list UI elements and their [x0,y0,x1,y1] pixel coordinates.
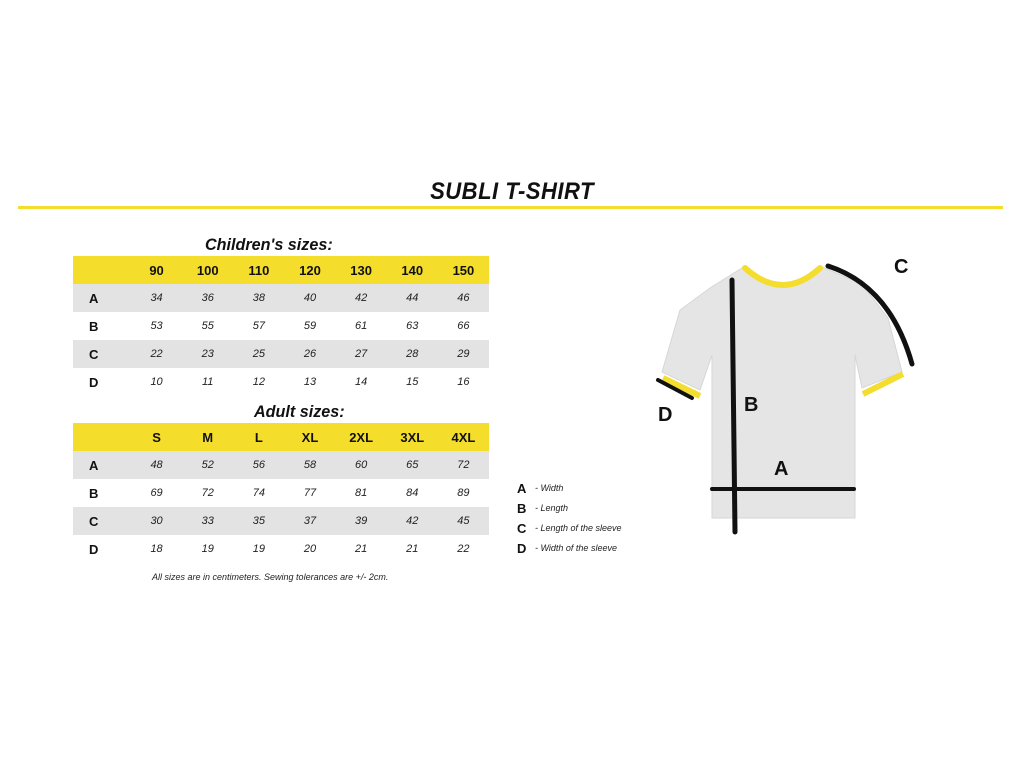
table-cell: 36 [182,284,233,312]
header-corner-cell [73,423,131,451]
adult-sizes-heading: Adult sizes: [254,402,345,421]
footnote: All sizes are in centimeters. Sewing tolerances are +/- 2cm. [152,572,389,582]
legend-key: B [517,500,527,516]
table-cell: 30 [131,507,182,535]
table-cell: 42 [336,284,387,312]
label-b: B [744,394,759,416]
row-label: A [73,451,131,479]
table-cell: 22 [438,535,489,563]
table-cell: 14 [336,368,387,396]
size-column-header: 120 [284,256,335,284]
table-row [73,507,489,535]
table-cell: 89 [438,479,489,507]
title-divider [18,206,1003,209]
table-row [73,284,489,312]
label-c: C [894,256,909,278]
page-title: SUBLI T-SHIRT [430,178,594,205]
table-row [73,535,489,563]
table-cell: 23 [182,340,233,368]
table-cell: 40 [284,284,335,312]
table-cell: 20 [284,535,335,563]
table-cell: 52 [182,451,233,479]
table-cell: 61 [336,312,387,340]
table-cell: 66 [438,312,489,340]
table-row [73,368,489,396]
size-column-header: L [233,423,284,451]
table-cell: 19 [233,535,284,563]
row-label: C [73,340,131,368]
legend-key: D [517,540,527,556]
table-cell: 59 [284,312,335,340]
table-cell: 55 [182,312,233,340]
table-cell: 53 [131,312,182,340]
row-label: D [73,368,131,396]
header-corner-cell [73,256,131,284]
size-column-header: XL [284,423,335,451]
row-label: B [73,479,131,507]
table-cell: 35 [233,507,284,535]
legend-text: - Length [535,503,569,513]
row-label: A [73,284,131,312]
table-row [73,312,489,340]
table-cell: 21 [336,535,387,563]
table-cell: 29 [438,340,489,368]
legend-text: - Width [535,483,564,493]
table-cell: 11 [182,368,233,396]
table-cell: 63 [387,312,438,340]
table-cell: 37 [284,507,335,535]
table-cell: 34 [131,284,182,312]
table-cell: 72 [182,479,233,507]
size-column-header: 100 [182,256,233,284]
table-cell: 74 [233,479,284,507]
table-cell: 28 [387,340,438,368]
measurement-legend [517,478,622,558]
table-cell: 33 [182,507,233,535]
size-column-header: 4XL [438,423,489,451]
table-cell: 72 [438,451,489,479]
length-line [732,280,735,532]
label-a: A [774,458,789,480]
size-column-header: 110 [233,256,284,284]
children-sizes-heading: Children's sizes: [205,235,333,254]
table-cell: 42 [387,507,438,535]
table-cell: 60 [336,451,387,479]
table-cell: 84 [387,479,438,507]
children-table-body [73,256,489,396]
table-cell: 16 [438,368,489,396]
table-cell: 65 [387,451,438,479]
table-row [73,479,489,507]
table-cell: 39 [336,507,387,535]
legend-item-a [517,478,622,498]
table-cell: 13 [284,368,335,396]
table-cell: 81 [336,479,387,507]
table-cell: 19 [182,535,233,563]
children-header-row [73,256,489,284]
table-cell: 44 [387,284,438,312]
size-column-header: 2XL [336,423,387,451]
tshirt-diagram [640,240,940,560]
size-column-header: 3XL [387,423,438,451]
size-column-header: M [182,423,233,451]
legend-key: A [517,480,527,496]
table-cell: 56 [233,451,284,479]
legend-text: - Length of the sleeve [535,523,622,533]
table-cell: 22 [131,340,182,368]
table-cell: 26 [284,340,335,368]
table-cell: 77 [284,479,335,507]
legend-item-b [517,498,622,518]
legend-item-c [517,518,622,538]
children-size-table [73,256,489,396]
adult-header-row [73,423,489,451]
table-cell: 25 [233,340,284,368]
size-column-header: S [131,423,182,451]
row-label: B [73,312,131,340]
table-cell: 38 [233,284,284,312]
size-column-header: 90 [131,256,182,284]
size-column-header: 130 [336,256,387,284]
adult-table-body [73,423,489,563]
table-cell: 21 [387,535,438,563]
legend-text: - Width of the sleeve [535,543,617,553]
table-cell: 27 [336,340,387,368]
table-cell: 18 [131,535,182,563]
adult-size-table [73,423,489,563]
row-label: D [73,535,131,563]
table-row [73,451,489,479]
table-cell: 15 [387,368,438,396]
table-cell: 12 [233,368,284,396]
row-label: C [73,507,131,535]
table-cell: 69 [131,479,182,507]
table-cell: 57 [233,312,284,340]
size-column-header: 150 [438,256,489,284]
table-cell: 48 [131,451,182,479]
table-row [73,340,489,368]
table-cell: 58 [284,451,335,479]
legend-key: C [517,520,527,536]
table-cell: 46 [438,284,489,312]
table-cell: 10 [131,368,182,396]
size-column-header: 140 [387,256,438,284]
legend-item-d [517,538,622,558]
label-d: D [658,404,673,426]
table-cell: 45 [438,507,489,535]
